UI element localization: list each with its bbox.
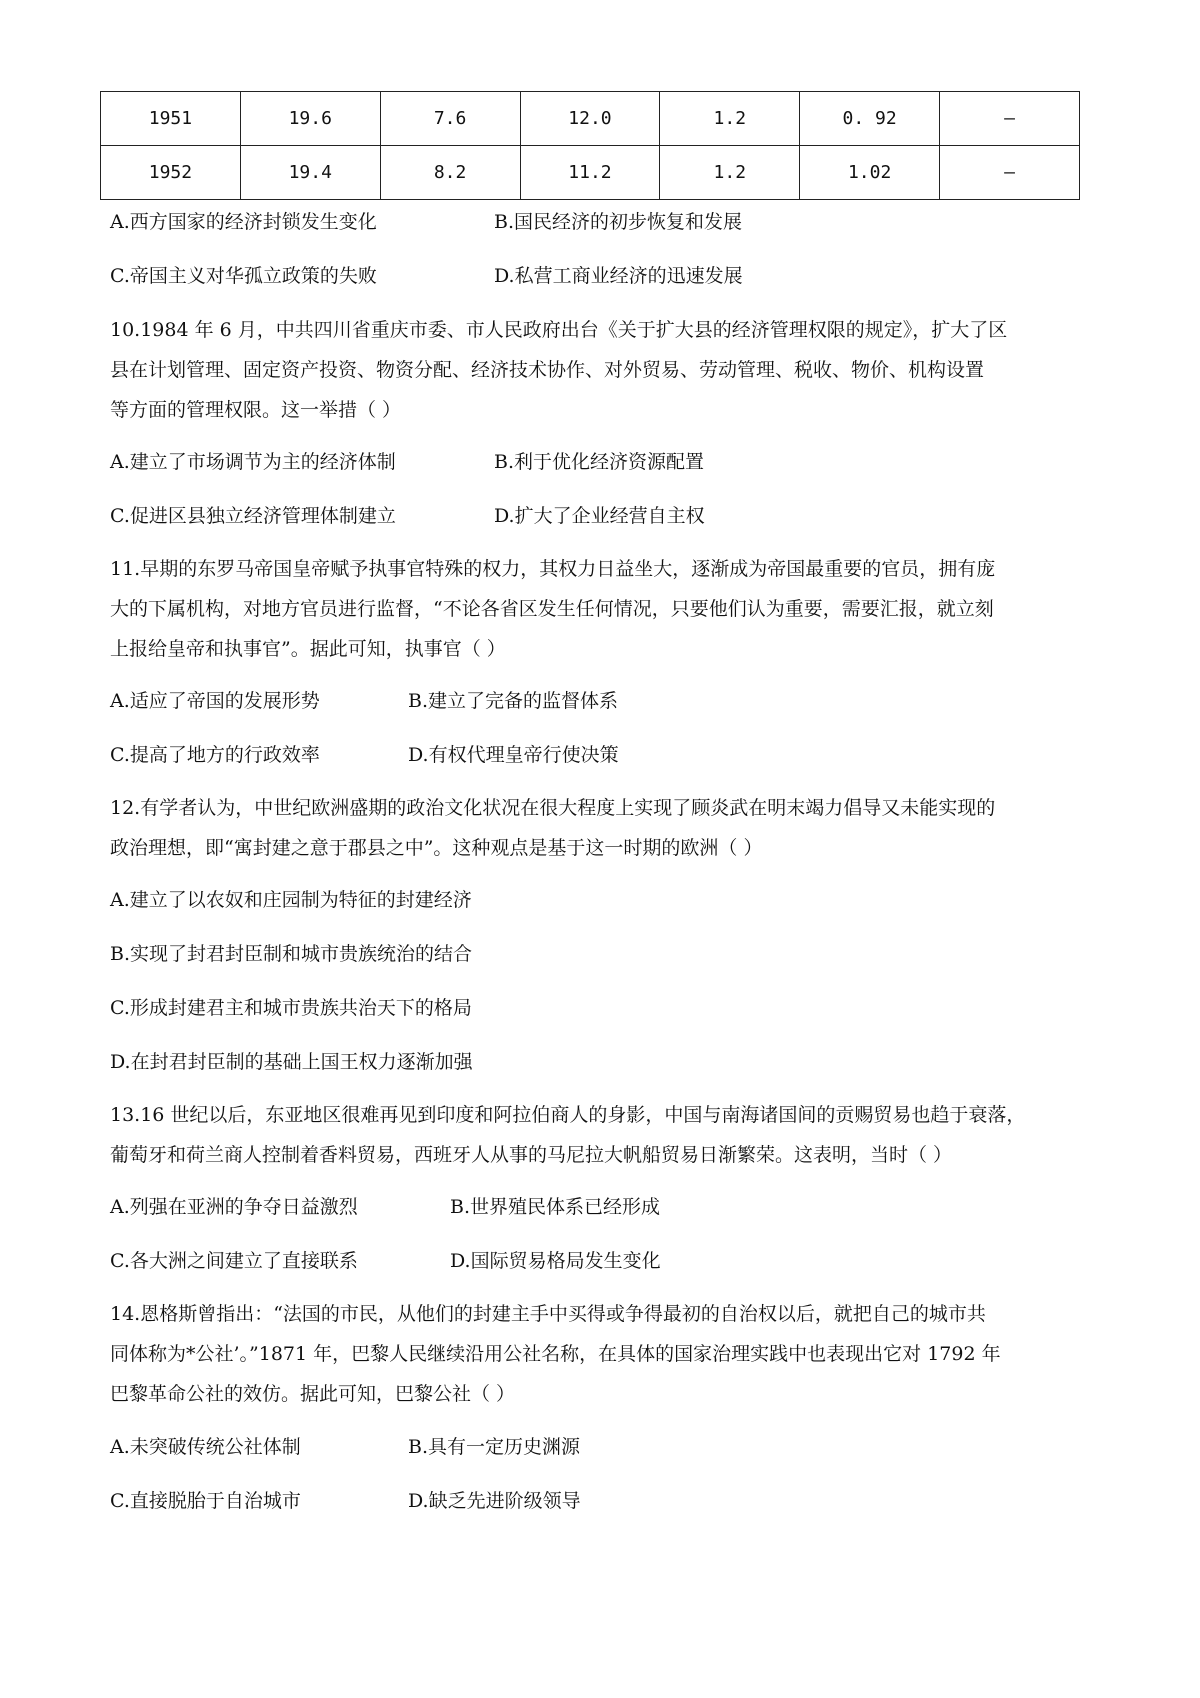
- q13-option-a: A.列强在亚洲的争夺日益激烈: [110, 1196, 358, 1218]
- q12-line-2: 政治理想，即“寓封建之意于郡县之中”。这种观点是基于这一时期的欧洲（ ）: [110, 837, 763, 859]
- q13-line-1: 13.16 世纪以后，东亚地区很难再见到印度和阿拉伯商人的身影，中国与南海诸国间的贡赐贸易也趋于衰落，: [110, 1104, 1026, 1126]
- table-cell: 1952: [101, 146, 241, 200]
- table-cell: 7.6: [380, 92, 520, 146]
- table-row: [101, 146, 1080, 200]
- table-cell: —: [940, 92, 1080, 146]
- q14-option-d: D.缺乏先进阶级领导: [408, 1490, 581, 1512]
- q13-option-d: D.国际贸易格局发生变化: [450, 1250, 661, 1272]
- q13-line-2: 葡萄牙和荷兰商人控制着香料贸易，西班牙人从事的马尼拉大帆船贸易日渐繁荣。这表明，当时（ ）: [110, 1144, 953, 1166]
- table-cell: 0. 92: [800, 92, 940, 146]
- q10-line-1: 10.1984 年 6 月，中共四川省重庆市委、市人民政府出台《关于扩大县的经济管理权限的规定》，扩大了区: [110, 319, 1008, 341]
- table-cell: 19.6: [240, 92, 380, 146]
- q9-option-d: D.私营工商业经济的迅速发展: [494, 265, 743, 287]
- q10-option-c: C.促进区县独立经济管理体制建立: [110, 505, 396, 527]
- q10-option-d: D.扩大了企业经营自主权: [494, 505, 705, 527]
- q10-option-b: B.利于优化经济资源配置: [494, 451, 705, 473]
- q13-option-b: B.世界殖民体系已经形成: [450, 1196, 661, 1218]
- table-cell: 1951: [101, 92, 241, 146]
- q12-line-1: 12.有学者认为，中世纪欧洲盛期的政治文化状况在很大程度上实现了顾炎武在明末竭力倡导又未能实现的: [110, 797, 996, 819]
- table-cell: 1.2: [660, 92, 800, 146]
- q12-option-b: B.实现了封君封臣制和城市贵族统治的结合: [110, 943, 473, 965]
- table-row: [101, 92, 1080, 146]
- table-cell: 11.2: [520, 146, 660, 200]
- q14-option-a: A.未突破传统公社体制: [110, 1436, 301, 1458]
- q12-option-a: A.建立了以农奴和庄园制为特征的封建经济: [110, 889, 472, 911]
- table-cell: —: [940, 146, 1080, 200]
- q9-option-a: A.西方国家的经济封锁发生变化: [110, 211, 377, 233]
- q10-line-2: 县在计划管理、固定资产投资、物资分配、经济技术协作、对外贸易、劳动管理、税收、物价、机构设置: [110, 359, 985, 381]
- q14-line-3: 巴黎革命公社的效仿。据此可知，巴黎公社（ ）: [110, 1383, 516, 1405]
- q11-line-2: 大的下属机构，对地方官员进行监督，“不论各省区发生任何情况，只要他们认为重要，需要汇报，就立刻: [110, 598, 994, 620]
- q14-option-c: C.直接脱胎于自治城市: [110, 1490, 301, 1512]
- table-cell: 1.02: [800, 146, 940, 200]
- data-table: [100, 91, 1080, 200]
- q11-line-3: 上报给皇帝和执事官”。据此可知，执事官（ ）: [110, 638, 506, 660]
- table-cell: 8.2: [380, 146, 520, 200]
- q13-option-c: C.各大洲之间建立了直接联系: [110, 1250, 358, 1272]
- q11-option-a: A.适应了帝国的发展形势: [110, 690, 320, 712]
- table-cell: 1.2: [660, 146, 800, 200]
- q12-option-c: C.形成封建君主和城市贵族共治天下的格局: [110, 997, 472, 1019]
- q14-option-b: B.具有一定历史渊源: [408, 1436, 581, 1458]
- q9-option-b: B.国民经济的初步恢复和发展: [494, 211, 743, 233]
- table-cell: 19.4: [240, 146, 380, 200]
- q10-option-a: A.建立了市场调节为主的经济体制: [110, 451, 396, 473]
- q14-line-1: 14.恩格斯曾指出：“法国的市民，从他们的封建主手中买得或争得最初的自治权以后，就把自己的城市共: [110, 1303, 986, 1325]
- q11-line-1: 11.早期的东罗马帝国皇帝赋予执事官特殊的权力，其权力日益坐大，逐渐成为帝国最重要的官员，拥有庞: [110, 558, 996, 580]
- q9-option-c: C.帝国主义对华孤立政策的失败: [110, 265, 377, 287]
- q11-option-c: C.提高了地方的行政效率: [110, 744, 320, 766]
- q14-line-2: 同体称为*公社’。”1871 年，巴黎人民继续沿用公社名称，在具体的国家治理实践中也表现出它对 1792 年: [110, 1343, 1001, 1365]
- table-cell: 12.0: [520, 92, 660, 146]
- q12-option-d: D.在封君封臣制的基础上国王权力逐渐加强: [110, 1051, 473, 1073]
- q10-line-3: 等方面的管理权限。这一举措（ ）: [110, 399, 402, 421]
- q11-option-b: B.建立了完备的监督体系: [408, 690, 619, 712]
- q11-option-d: D.有权代理皇帝行使决策: [408, 744, 619, 766]
